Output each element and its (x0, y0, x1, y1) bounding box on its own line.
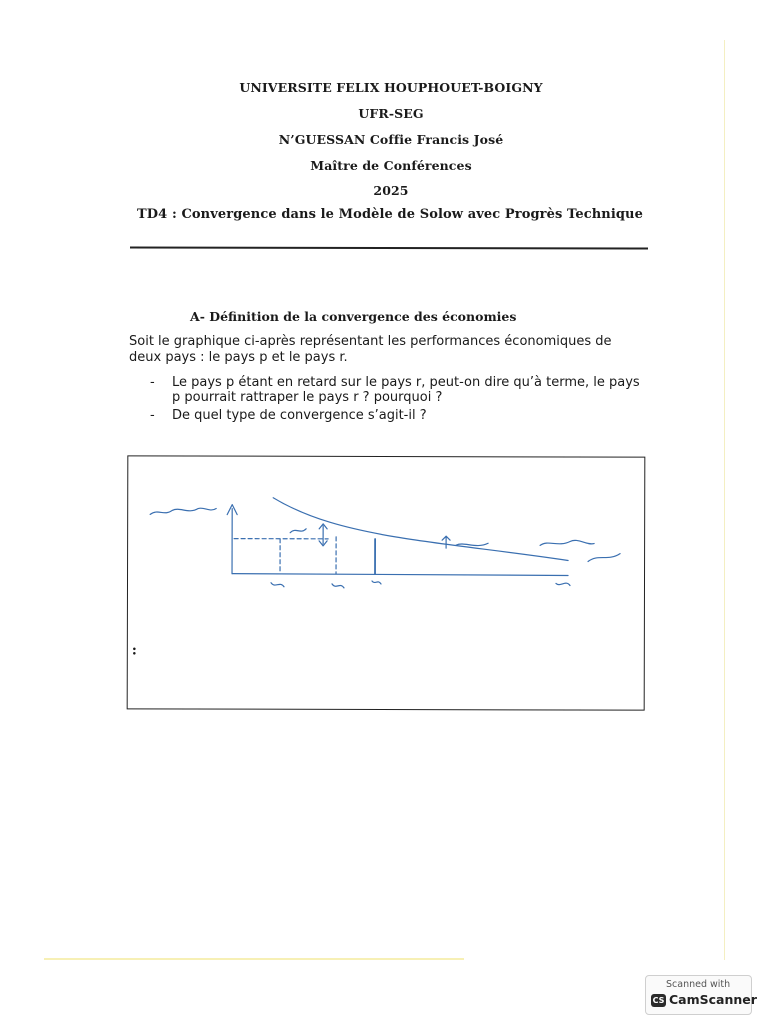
watermark-app-name: CamScanner (669, 992, 757, 1007)
sketch-convergence-curve (273, 498, 568, 561)
sketch-gap-marker (319, 524, 327, 546)
question-item (150, 375, 640, 405)
university-name: UNIVERSITE FELIX HOUPHOUET-BOIGNY (239, 80, 543, 95)
page-edge (724, 40, 725, 960)
sketch-tick-labels (271, 581, 570, 589)
watermark-caption: Scanned with (666, 979, 731, 990)
document-year: 2025 (373, 183, 409, 198)
question-text: Le pays p étant en retard sur le pays r, peut-on dire qu’à terme, le pays p pourrait rattraper le pays r ? pourquoi ? (172, 375, 640, 405)
section-heading: A- Définition de la convergence des économies (190, 309, 517, 324)
question-text: De quel type de convergence s’agit-il ? (172, 408, 427, 423)
sketch-x-axis (232, 574, 568, 576)
figure-frame (127, 455, 646, 710)
figure-colon: : (131, 642, 138, 659)
author-name: N’GUESSAN Coffie Francis José (278, 132, 504, 147)
document-title: TD4 : Convergence dans le Modèle de Solow avec Progrès Technique (137, 207, 643, 222)
sketch-handwriting-mid (290, 529, 306, 533)
question-bullet: - (150, 375, 155, 390)
sketch-handwriting-left (150, 508, 216, 515)
section-intro: Soit le graphique ci-après représentant les performances économiques de deux pays : le pays p et le pays r. (129, 334, 612, 365)
question-bullet: - (150, 408, 155, 423)
page-bottom-edge (44, 958, 464, 960)
author-position: Maître de Conférences (310, 158, 472, 173)
convergence-sketch (128, 456, 645, 709)
title-divider (130, 246, 648, 249)
camscanner-logo-icon: CS (652, 996, 665, 1005)
department-name: UFR-SEG (358, 106, 424, 121)
camscanner-watermark (645, 975, 757, 1015)
question-item (150, 408, 427, 423)
